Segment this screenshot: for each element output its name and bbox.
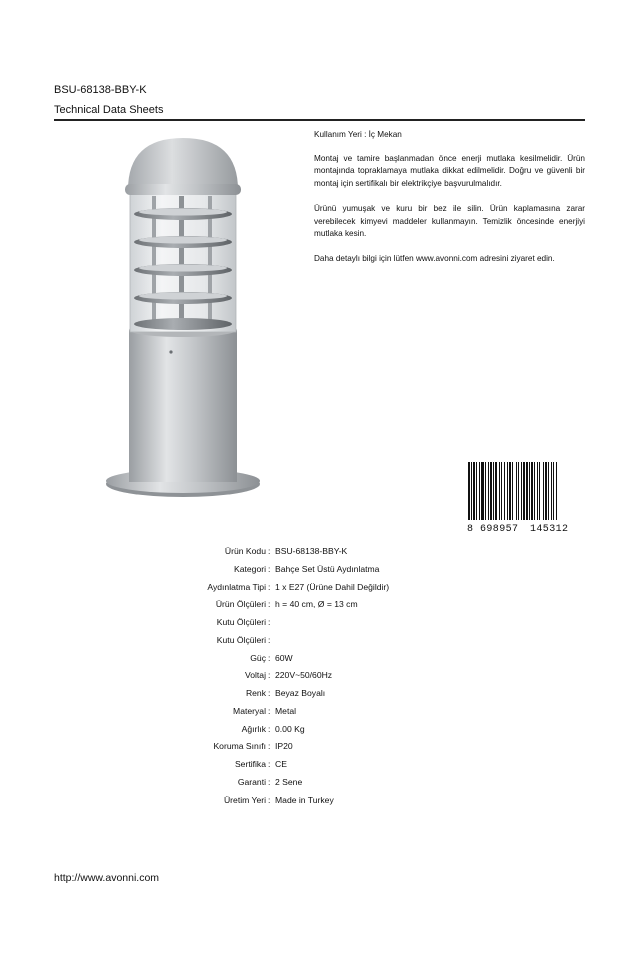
header-divider	[54, 119, 585, 121]
info-panel	[314, 129, 585, 279]
barcode-bar	[499, 462, 500, 528]
spec-row	[60, 792, 460, 810]
spec-row	[60, 738, 460, 756]
spec-label: Ürün Kodu	[224, 546, 266, 556]
spec-row	[60, 579, 460, 597]
barcode-bar	[471, 462, 472, 528]
barcode-bar	[490, 462, 492, 528]
barcode-digit-first: 8	[467, 524, 474, 534]
spec-value: Bahçe Set Üstü Aydınlatma	[275, 563, 380, 574]
spec-row	[60, 596, 460, 614]
spec-value: 220V~50/60Hz	[275, 670, 333, 681]
barcode-bar	[523, 462, 525, 528]
spec-label: Sertifika	[234, 759, 266, 769]
spec-label: Kutu Ölçüleri	[216, 617, 266, 627]
barcode-bar	[529, 462, 530, 528]
spec-row	[60, 650, 460, 668]
spec-label: Garanti	[237, 776, 266, 787]
spec-separator: :	[268, 617, 271, 627]
barcode-digits-right: 145312	[530, 524, 569, 534]
barcode-bar	[548, 462, 549, 528]
spec-label: Güç	[250, 652, 266, 663]
spec-value: 60W	[275, 652, 293, 663]
spec-label: Renk	[245, 688, 266, 698]
spec-value: 0.00 Kg	[275, 723, 305, 734]
spec-label: Materyal	[233, 705, 266, 716]
spec-row	[60, 632, 460, 650]
website-url: http://www.avonni.com	[54, 872, 160, 884]
spec-label: Kategori	[233, 563, 266, 574]
barcode-bar	[553, 462, 554, 528]
spec-row	[60, 561, 460, 579]
barcode-bars	[468, 462, 557, 528]
spec-label: Üretim Yeri	[223, 794, 266, 805]
document-subtitle: Technical Data Sheets	[54, 104, 164, 116]
barcode-bar	[551, 462, 552, 528]
spec-value: h = 40 cm, Ø = 13 cm	[275, 599, 358, 610]
barcode-bar	[539, 462, 540, 528]
spec-separator: :	[268, 599, 271, 610]
barcode-bar	[556, 462, 557, 528]
barcode-bar	[512, 462, 513, 528]
barcode-bar	[485, 462, 486, 528]
barcode-bar	[468, 462, 470, 528]
barcode-bar	[543, 462, 544, 528]
barcode-bar	[534, 462, 535, 528]
spec-separator: :	[268, 759, 271, 769]
spec-separator: :	[268, 581, 271, 592]
safety-paragraph: Montaj ve tamire başlanmadan önce enerji mutlaka kesilmelidir. Ürün montajında topraklamaya mutlaka dikkat edilmelidir. Doğru ve güvenli bir montaj için sertifikalı bir elektrikçiye başvurulmalıdır.	[314, 153, 585, 188]
contact-paragraph: Daha detaylı bilgi için lütfen www.avonni.com adresini ziyaret edin.	[314, 254, 555, 264]
spec-separator: :	[268, 688, 271, 698]
spec-value: 2 Sene	[275, 776, 303, 787]
barcode-bar	[504, 462, 505, 528]
barcode-bar	[516, 462, 517, 528]
barcode	[466, 462, 584, 534]
barcode-bar	[481, 462, 484, 528]
barcode-bar	[473, 462, 475, 528]
spec-row	[60, 756, 460, 774]
spec-row	[60, 543, 460, 561]
usage-location: Kullanım Yeri : İç Mekan	[314, 130, 402, 139]
spec-separator: :	[268, 741, 271, 752]
spec-separator: :	[268, 670, 271, 681]
barcode-bar	[509, 462, 511, 528]
spec-separator: :	[268, 652, 271, 663]
barcode-bar	[507, 462, 508, 528]
spec-label: Voltaj	[244, 670, 266, 681]
spec-separator: :	[268, 776, 271, 787]
spec-row	[60, 667, 460, 685]
barcode-bar	[521, 462, 522, 528]
spec-value: Metal	[275, 705, 297, 716]
spec-label: Ağırlık	[241, 723, 266, 734]
spec-row	[60, 721, 460, 739]
spec-separator: :	[268, 634, 271, 645]
spec-label: Ürün Ölçüleri	[215, 599, 266, 610]
spec-value: Beyaz Boyalı	[275, 688, 326, 698]
spec-value: BSU-68138-BBY-K	[275, 546, 348, 556]
spec-row	[60, 685, 460, 703]
spec-value: 1 x E27 (Ürüne Dahil Değildir)	[275, 581, 390, 592]
spec-row	[60, 614, 460, 632]
cleaning-paragraph: Ürünü yumuşak ve kuru bir bez ile silin. Ürün kaplamasına zarar verebilecek kimyevi maddeler kullanmayın. Temizlik öncesinde enerjiyi mutlaka kesin.	[314, 203, 585, 239]
product-image	[100, 134, 268, 504]
barcode-bar	[537, 462, 538, 528]
barcode-bar	[501, 462, 502, 528]
barcode-bar	[493, 462, 494, 528]
spec-label: Aydınlatma Tipi	[207, 581, 266, 592]
spec-value: CE	[275, 759, 287, 769]
barcode-bar	[526, 462, 528, 528]
barcode-bar	[479, 462, 480, 528]
barcode-bar	[518, 462, 519, 528]
barcode-bar	[476, 462, 477, 528]
spec-row	[60, 703, 460, 721]
spec-value: Made in Turkey	[275, 794, 334, 805]
spec-label: Koruma Sınıfı	[213, 741, 266, 752]
barcode-bar	[531, 462, 533, 528]
spec-table	[60, 543, 460, 809]
spec-row	[60, 774, 460, 792]
spec-separator: :	[268, 723, 271, 734]
spec-label: Kutu Ölçüleri	[216, 634, 266, 645]
spec-value: IP20	[275, 741, 293, 752]
barcode-digits-left: 698957	[480, 524, 519, 534]
barcode-bar	[495, 462, 497, 528]
barcode-bar	[545, 462, 547, 528]
spec-separator: :	[268, 705, 271, 716]
spec-separator: :	[268, 563, 271, 574]
spec-separator: :	[268, 546, 271, 556]
spec-separator: :	[268, 794, 271, 805]
barcode-bar	[488, 462, 489, 528]
product-code-heading: BSU-68138-BBY-K	[54, 84, 147, 96]
